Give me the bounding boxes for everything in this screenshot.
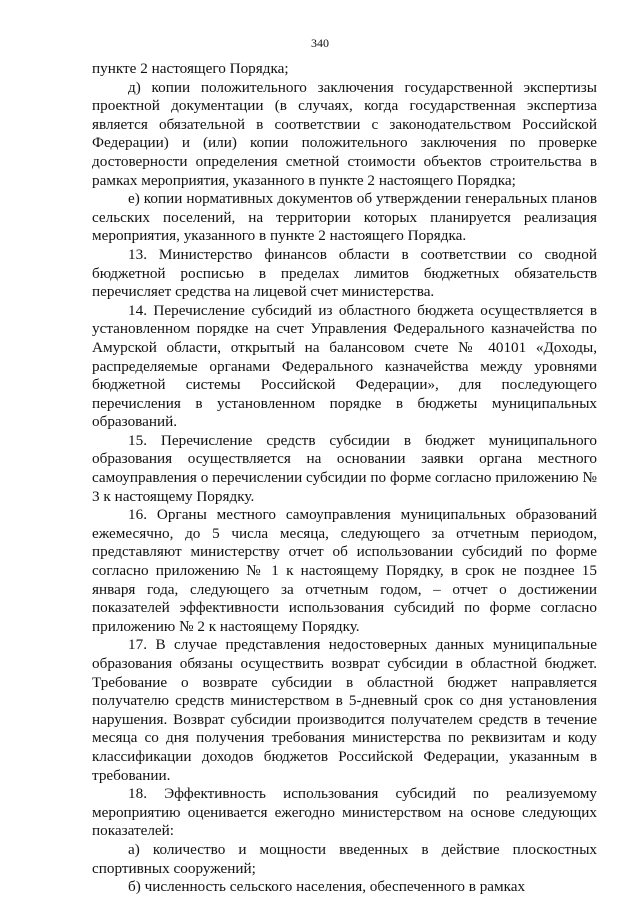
paragraph-15: 15. Перечисление средств субсидии в бюджет муниципального образования осуществляется на основании заявки органа местного самоуправления о перечислении субсидии по форме согласно приложению № 3 к настоящему Порядку. <box>92 431 597 505</box>
paragraph-item-a: а) количество и мощности введенных в действие плоскостных спортивных сооружений; <box>92 840 597 877</box>
paragraph-17: 17. В случае представления недостоверных данных муниципальные образования обязаны осуществить возврат субсидии в областной бюджет. Требование о возврате субсидии в областной бюджет направляется получателю средств министерством в 5-дневный срок со дня установления нарушения. Возврат субсидии производится получателем средств в течение месяца со дня получения требования министерства по реквизитам и коду классификации доходов бюджетов Российской Федерации, указанным в требовании. <box>92 636 597 784</box>
paragraph-item-e: е) копии нормативных документов об утверждении генеральных планов сельских поселений, на территории которых планируется реализация мероприятия, указанного в пункте 2 настоящего Порядка. <box>92 190 597 245</box>
page-number: 340 <box>311 36 329 50</box>
document-body <box>92 60 597 897</box>
paragraph-continuation: пункте 2 настоящего Порядка; <box>92 60 289 77</box>
paragraph-13: 13. Министерство финансов области в соответствии со сводной бюджетной росписью в пределах лимитов бюджетных обязательств перечисляет средства на лицевой счет министерства. <box>92 245 597 301</box>
paragraph-item-b: б) численность сельского населения, обеспеченного в рамках <box>128 878 526 896</box>
paragraph-item-d: д) копии положительного заключения государственной экспертизы проектной документации (в случаях, когда государственная экспертиза является обязательной в соответствии с законодательством Российской Федерации) и (или) копии положительного заключения по проверке достоверности определения сметной стоимости объектов строительства в рамках мероприятия, указанного в пункте 2 настоящего Порядка; <box>92 78 597 189</box>
paragraph-16: 16. Органы местного самоуправления муниципальных образований ежемесячно, до 5 числа месяца, следующего за отчетным периодом, представляют министерству отчет об использовании субсидий по форме согласно приложению № 1 к настоящему Порядку, в срок не позднее 15 января года, следующего за отчетным годом, – отчет о достижении показателей эффективности использования субсидий по форме согласно приложению № 2 к настоящему Порядку. <box>92 506 597 635</box>
paragraph-18: 18. Эффективность использования субсидий по реализуемому мероприятию оценивается ежегодно министерством на основе следующих показателей: <box>92 785 597 840</box>
paragraph-14: 14. Перечисление субсидий из областного бюджета осуществляется в установленном порядке на счет Управления Федерального казначейства по Амурской области, открытый на балансовом счете № 40101 «Доходы, распределяемые органами Федерального казначейства между уровнями бюджетной системы Российской Федерации», для последующего перечисления в установленном порядке в бюджеты муниципальных образований. <box>92 301 597 431</box>
